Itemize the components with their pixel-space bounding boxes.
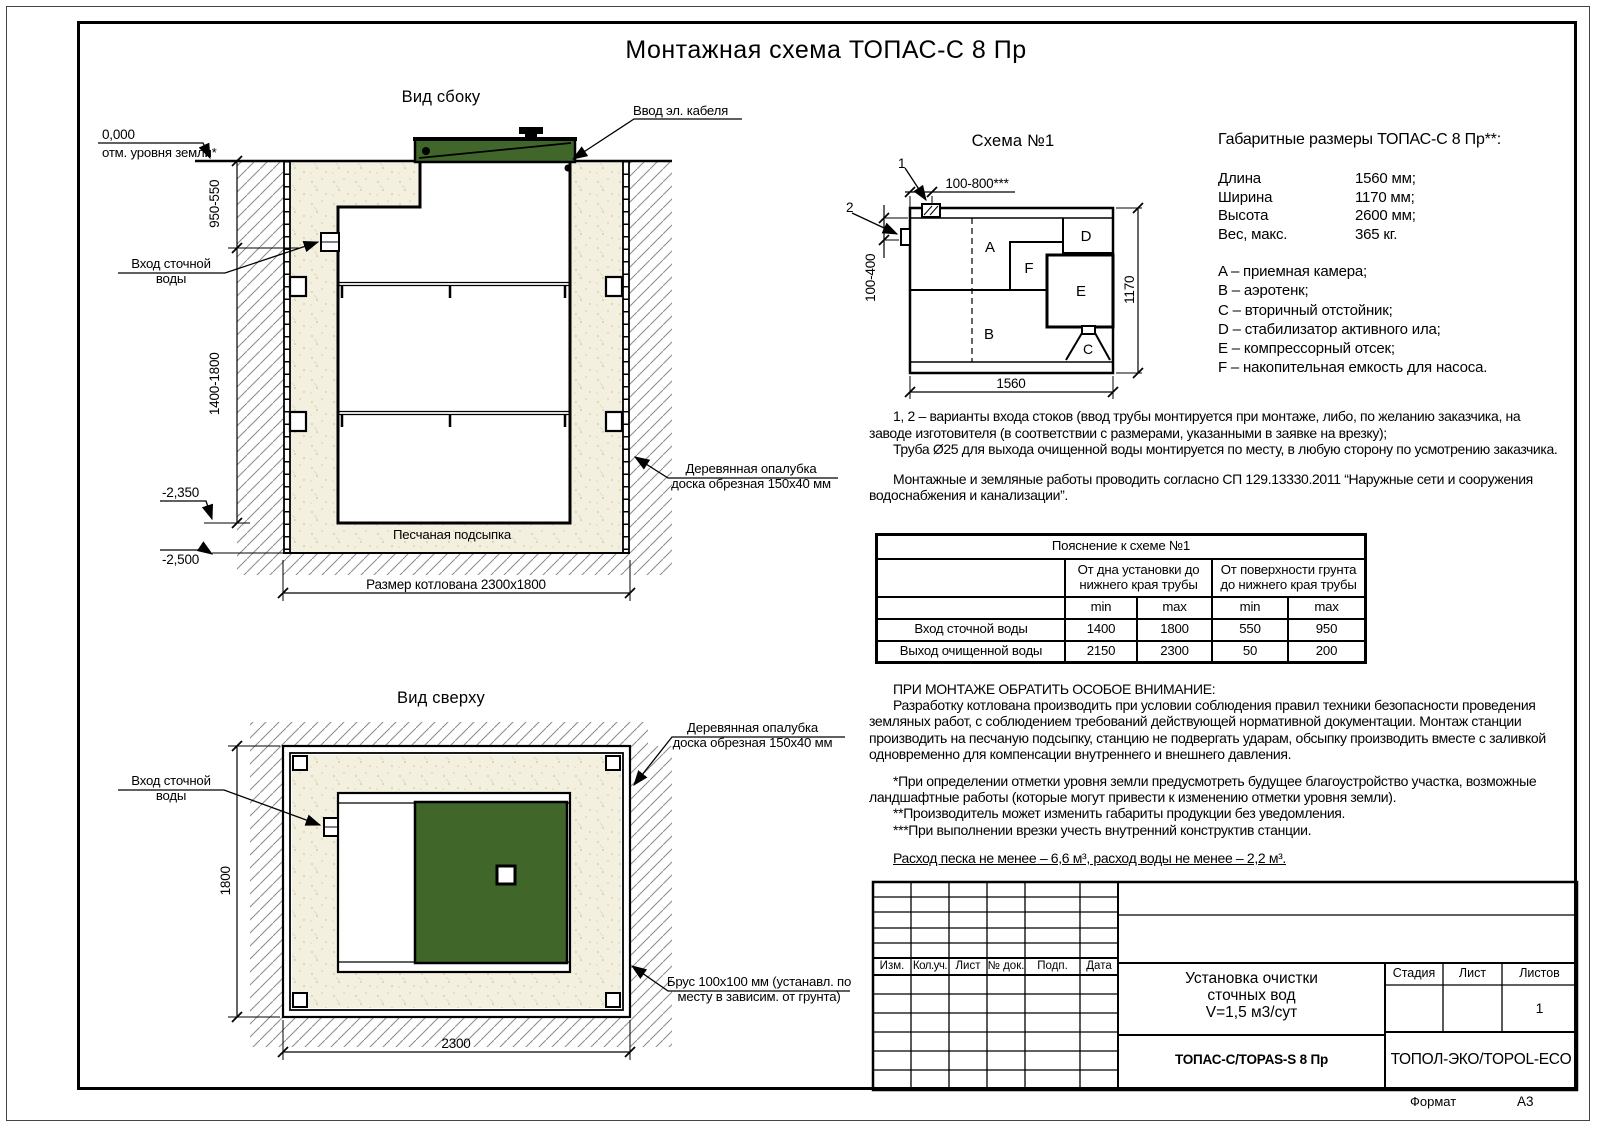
table-group1 <box>1065 559 1212 597</box>
schema-marker-2: 2 <box>846 200 854 215</box>
dim-2300: 2300 <box>441 1036 471 1051</box>
table-min1: min <box>1065 597 1137 619</box>
compartment-b: B <box>983 326 995 343</box>
compartment-c: C <box>1082 341 1094 357</box>
table-group-row <box>877 559 1366 597</box>
dim-1400-1800: 1400-1800 <box>207 352 223 416</box>
top-view-label: Вид сверху <box>397 689 485 707</box>
specs-list <box>1218 170 1416 244</box>
schema-label: Схема №1 <box>971 132 1055 150</box>
sheets-value: 1 <box>1535 1000 1544 1016</box>
spec-row <box>1218 170 1416 189</box>
table-group2 <box>1212 559 1366 597</box>
dim-950-550: 950-550 <box>207 179 223 228</box>
brus-line1: Брус 100х100 мм (устанавл. по <box>666 974 852 989</box>
format-value: А3 <box>1517 1094 1534 1109</box>
doc-title <box>1118 970 1385 1021</box>
spec-label: Длина <box>1218 170 1261 187</box>
page-title-text: Монтажная схема ТОПАС-С 8 Пр <box>625 36 1027 64</box>
row-outlet-v2: 2300 <box>1137 641 1212 663</box>
row-inlet-label: Вход сточной воды <box>877 619 1066 641</box>
legend-item-a: A – приемная камера; <box>1218 263 1368 280</box>
table-min2: min <box>1212 597 1288 619</box>
row-inlet-v3: 550 <box>1212 619 1288 641</box>
table-row-outlet <box>877 641 1366 663</box>
top-formwork-label <box>660 720 845 750</box>
top-inlet-label <box>118 773 224 803</box>
stage-header: Стадия <box>1392 966 1436 980</box>
compartment-a: A <box>984 239 996 256</box>
dim-1560: 1560 <box>996 376 1026 391</box>
spec-row <box>1218 189 1416 208</box>
sand-bedding-label: Песчаная подсыпка <box>393 527 511 542</box>
table-max2: max <box>1288 597 1366 619</box>
notes-block <box>869 408 1561 504</box>
attention-heading: ПРИ МОНТАЖЕ ОБРАТИТЬ ОСОБОЕ ВНИМАНИЕ: <box>893 681 1216 697</box>
compartment-d: D <box>1080 228 1092 245</box>
page-title <box>625 36 1227 65</box>
row-inlet-v2: 1800 <box>1137 619 1212 641</box>
table-empty-cell <box>877 597 1066 619</box>
level-zero: 0,000 <box>102 127 135 142</box>
level-2350: -2,350 <box>162 485 200 500</box>
note-inlet-variants: 1, 2 – варианты входа стоков (ввод трубы монтируется при монтаже, либо, по желанию заказчика, на заводе изготовителя (в соответствии с размерами, указанными в заявке на врезку); <box>869 408 1521 441</box>
side-inlet-line2: воды <box>155 271 187 287</box>
table-title: Пояснение к схеме №1 <box>877 535 1366 559</box>
rev-col-list: Лист <box>955 960 981 972</box>
legend-item-d: D – стабилизатор активного ила; <box>1218 320 1441 338</box>
sheet-header: Лист <box>1458 966 1487 980</box>
table-empty-cell <box>877 559 1066 597</box>
level-zero-sub: отм. уровня земли* <box>102 145 217 160</box>
note-sp-standard: Монтажные и земляные работы проводить согласно СП 129.13330.2011 “Наружные сети и сооружения водоснабжения и канализации”. <box>869 470 1533 504</box>
table-group2-line2: до нижнего края трубы <box>1220 576 1357 592</box>
legend-item-e: E – компрессорный отсек; <box>1218 340 1395 358</box>
side-formwork-label <box>660 461 842 491</box>
legend-item-f: F – накопительная емкость для насоса. <box>1218 359 1488 377</box>
footnote-3: ***При выполнении врезки учесть внутренний конструктив станции. <box>893 821 1312 838</box>
top-formwork-line1: Деревянная опалубка <box>686 720 819 735</box>
rev-col-izm: Изм. <box>879 960 905 972</box>
dim-1170: 1170 <box>1122 275 1138 304</box>
row-outlet-v3: 50 <box>1212 641 1288 663</box>
attention-body: Разработку котлована производить при условии соблюдения правил техники безопасности проведения земляных работ, с соблюдением требований действующей нормативной документации. Монтаж станции производить на песчаную подсыпку, станцию не подвергать ударам, обсыпку производить вместе с заливкой одновременно для компенсации внутреннего и внешнего давления. <box>869 697 1546 762</box>
schema-graphic <box>852 168 1143 399</box>
top-inlet-line1: Вход сточной <box>131 773 211 788</box>
rev-col-podp: Подп. <box>1037 960 1068 972</box>
compartment-e: E <box>1075 283 1087 300</box>
table-minmax-row <box>877 597 1366 619</box>
note-outlet-pipe: Труба Ø25 для выхода очищенной воды монтируется по месту, в любую сторону по усмотрению заказчика. <box>893 441 1558 458</box>
brus-line2: месту в зависим. от грунта) <box>677 989 841 1005</box>
side-formwork-line1: Деревянная опалубка <box>685 461 817 476</box>
rev-col-koluch: Кол.уч. <box>912 960 948 972</box>
spec-value: 365 кг. <box>1355 225 1398 243</box>
table-row-inlet <box>877 619 1366 641</box>
schema-marker-1: 1 <box>898 156 906 171</box>
footnote-1: *При определении отметки уровня земли предусмотреть будущее благоустройство участка, возможные ландшафтные работы (которые могут привести к изменению отметки уровня земли). <box>869 773 1537 806</box>
side-formwork-line2: доска обрезная 150х40 мм <box>671 476 831 492</box>
side-inlet-label <box>118 256 224 286</box>
top-formwork-line2: доска обрезная 150х40 мм <box>672 735 833 751</box>
spec-label: Высота <box>1218 207 1269 224</box>
doc-title-line2: сточных вод <box>1207 987 1296 1004</box>
legend-item-b: B – аэротенк; <box>1218 282 1309 300</box>
table-group1-line2: нижнего края трубы <box>1079 576 1198 592</box>
table-group2-line1: От поверхности грунта <box>1220 561 1357 577</box>
top-inlet-line2: воды <box>155 788 187 804</box>
doc-title-line1: Установка очистки <box>1185 970 1318 987</box>
cable-entry-label: Ввод эл. кабеля <box>633 103 729 118</box>
spec-value: 2600 мм; <box>1355 207 1416 224</box>
spec-value: 1170 мм; <box>1355 188 1415 206</box>
side-view-label: Вид сбоку <box>401 88 481 106</box>
pit-size-label: Размер котлована 2300х1800 <box>366 577 546 592</box>
specs-heading: Габаритные размеры ТОПАС-С 8 Пр**: <box>1218 131 1501 148</box>
spec-value: 1560 мм; <box>1355 170 1416 187</box>
spec-label: Ширина <box>1218 188 1273 206</box>
doc-title-line3: V=1,5 м3/сут <box>1205 1004 1298 1021</box>
side-inlet-line1: Вход сточной <box>131 256 211 271</box>
spec-row <box>1218 226 1416 245</box>
rev-col-data: Дата <box>1086 960 1112 972</box>
legend-item-c: C – вторичный отстойник; <box>1218 301 1393 319</box>
level-2500: -2,500 <box>162 552 200 567</box>
row-inlet-v1: 1400 <box>1065 619 1137 641</box>
table-group1-line1: От дна установки до <box>1077 561 1200 577</box>
dim-100-800: 100-800*** <box>945 176 1009 191</box>
format-label: Формат <box>1410 1094 1457 1109</box>
dim-1800: 1800 <box>218 866 234 896</box>
dim-100-400: 100-400 <box>863 253 879 302</box>
compartment-f: F <box>1024 260 1034 277</box>
explanation-table <box>875 533 1367 664</box>
attention-block <box>869 681 1567 866</box>
compartment-legend <box>1218 262 1487 378</box>
row-inlet-v4: 950 <box>1288 619 1366 641</box>
spec-row <box>1218 207 1416 226</box>
sheets-header: Листов <box>1519 966 1560 980</box>
model-name: ТОПАС-С/TOPAS-S 8 Пр <box>1175 1052 1328 1067</box>
table-title-row <box>877 535 1366 559</box>
spec-label: Вес, макс. <box>1218 225 1288 243</box>
footnote-2: **Производитель может изменить габариты продукции без уведомления. <box>893 805 1346 822</box>
row-outlet-v4: 200 <box>1288 641 1366 663</box>
row-outlet-v1: 2150 <box>1065 641 1137 663</box>
row-outlet-label: Выход очищенной воды <box>877 641 1066 663</box>
brus-label <box>660 974 858 1004</box>
table-max1: max <box>1137 597 1212 619</box>
consumption-note: Расход песка не менее – 6,6 м³, расход воды не менее – 2,2 м³. <box>893 849 1286 866</box>
rev-col-ndok: № док. <box>987 960 1025 972</box>
company-name: ТОПОЛ-ЭКО/TOPOL-ECO <box>1390 1051 1572 1068</box>
